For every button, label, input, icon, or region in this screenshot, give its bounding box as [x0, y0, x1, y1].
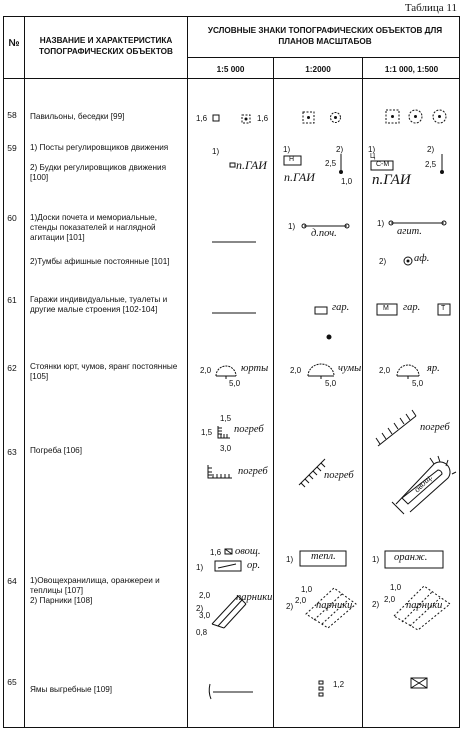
post-pin-icon	[438, 152, 446, 176]
dim-label: 1,5	[220, 414, 232, 423]
marker-label: 2)	[196, 604, 204, 613]
header-scale-2000: 1:2000	[305, 65, 331, 74]
dim-label: 1,2	[333, 680, 345, 689]
row-number: 65	[7, 677, 17, 687]
small-building-line-icon	[211, 311, 259, 315]
marker-label: 1)	[196, 563, 204, 572]
sign-label: агит.	[397, 226, 422, 237]
sign-label: оранж.	[394, 552, 428, 563]
marker-label: 2)	[372, 600, 380, 609]
marker-label: 1)	[377, 219, 385, 228]
sign-label: яр.	[427, 363, 440, 374]
sign-label: овощ.	[411, 471, 435, 495]
row-text: 2) Парники [108]	[30, 596, 93, 605]
row-text: Гаражи индивидуальные, туалеты и другие малые строения [102-104]	[30, 295, 168, 314]
marker-label: 1)	[283, 145, 291, 154]
dim-label: 2,0	[199, 591, 211, 600]
post-pin-icon	[337, 152, 345, 176]
dim-label: 2,5	[425, 160, 437, 169]
marker-label: 2)	[427, 145, 435, 154]
sign-label: д.поч.	[311, 228, 337, 239]
dim-label: 2,5	[325, 159, 337, 168]
sign-label: овощ.	[235, 546, 261, 557]
dim-label: 3,0	[199, 611, 211, 620]
marker-label: 1)	[368, 145, 376, 154]
cellar-icon	[216, 424, 232, 442]
sign-label: юрты	[241, 363, 269, 374]
col-divider-2000	[362, 57, 363, 728]
marker-label: 2)	[336, 145, 344, 154]
marker-label: 2)	[379, 257, 387, 266]
dim-label: 5,0	[229, 379, 241, 388]
gazebo-circle-icon	[432, 109, 448, 125]
board-line-icon	[211, 240, 259, 244]
dim-label: 2,0	[295, 596, 307, 605]
greenhouse-icon	[214, 560, 244, 574]
sign-label: погреб	[238, 466, 268, 477]
dot-mark	[326, 334, 332, 340]
sign-label: тепл.	[311, 551, 336, 562]
sign-label: М	[383, 305, 389, 312]
sign-label: парники	[236, 592, 273, 603]
garage-box-icon	[314, 306, 330, 316]
cellar-hatched-icon	[372, 410, 422, 450]
dim-label: 1,5	[201, 428, 213, 437]
dim-label: 2,0	[384, 595, 396, 604]
sign-label: п.ГАИ	[236, 158, 267, 172]
sign-label: Ц	[370, 153, 376, 160]
marker-label: 1)	[372, 555, 380, 564]
col-divider-num	[24, 16, 25, 728]
header-scale-5000: 1:5 000	[216, 65, 245, 74]
row-number: 63	[7, 447, 17, 457]
cellar-icon	[206, 462, 236, 482]
dim-label: 5,0	[412, 379, 424, 388]
sign-label: Н	[289, 156, 295, 163]
sign-label: погреб	[420, 422, 450, 433]
cesspit-line-icon	[207, 680, 257, 702]
cesspit-box-icon	[410, 677, 430, 691]
dim-label: 1,6	[196, 114, 208, 123]
cesspit-small-icon	[318, 680, 326, 700]
sign-label: п.ГАИ	[372, 172, 411, 188]
sign-label: гар.	[403, 302, 421, 313]
dim-label: 2,0	[379, 366, 391, 375]
pavilion-square-icon	[302, 111, 316, 125]
dim-label: 3,0	[220, 444, 232, 453]
yurt-dome-icon	[214, 360, 240, 380]
row-text: 1) Посты регулировщиков движения	[30, 143, 169, 152]
marker-label: 1)	[286, 555, 294, 564]
gazebo-circle-icon	[408, 109, 424, 125]
dim-label: 1,0	[341, 177, 353, 186]
sign-label: аф.	[414, 253, 430, 264]
col-divider-name	[187, 16, 188, 728]
row-number: 58	[7, 110, 17, 120]
chum-dome-icon	[305, 360, 339, 380]
sign-label: п.ГАИ	[284, 170, 315, 184]
pavilion-square-icon	[212, 114, 222, 124]
row-number: 62	[7, 363, 17, 373]
header-name-col: НАЗВАНИЕ И ХАРАКТЕРИСТИКА ТОПОГРАФИЧЕСКИХ ОБЪЕКТОВ	[39, 36, 173, 56]
dim-label: 1,0	[301, 585, 313, 594]
header-scale-1000: 1:1 000, 1:500	[384, 65, 439, 74]
row-text: Стоянки юрт, чумов, яранг постоянные [105]	[30, 362, 178, 381]
header-bottom-line	[3, 78, 460, 79]
veg-store-icon	[224, 548, 234, 556]
dim-label: 1,0	[390, 583, 402, 592]
pavilion-square-icon	[385, 109, 401, 125]
dim-label: 0,8	[196, 628, 208, 637]
header-num: №	[8, 38, 20, 49]
sign-label: погреб	[234, 424, 264, 435]
header-divider-scales	[187, 57, 460, 58]
sign-label: погреб	[324, 470, 354, 481]
row-number: 61	[7, 295, 17, 305]
marker-label: 1)	[212, 147, 220, 156]
dim-label: 5,0	[325, 379, 337, 388]
row-number: 59	[7, 143, 17, 153]
dim-label: 1,6	[257, 114, 269, 123]
sign-label: Т	[441, 305, 446, 312]
row-text: Ямы выгребные [109]	[30, 685, 113, 694]
row-text: 2)Тумбы афишные постоянные [101]	[30, 257, 170, 266]
header-signs-col: УСЛОВНЫЕ ЗНАКИ ТОПОГРАФИЧЕСКИХ ОБЪЕКТОВ ДЛЯ ПЛАНОВ МАСШТАБОВ	[207, 26, 443, 46]
sign-label: чумы	[338, 363, 362, 374]
marker-label: 1)	[288, 222, 296, 231]
row-number: 60	[7, 213, 17, 223]
dim-label: 1,6	[210, 548, 222, 557]
yaranga-dome-icon	[394, 360, 424, 380]
row-text: Погреба [106]	[30, 446, 82, 455]
marker-label: 2)	[286, 602, 294, 611]
table-caption: Таблица 11	[404, 2, 457, 14]
row-text: 1)Овощехранилища, оранжереи и теплицы [107]	[30, 576, 160, 595]
dim-label: 2,0	[200, 366, 212, 375]
row-text: 1)Доски почета и мемориальные, стенды показателей и наглядной агитации [101]	[30, 213, 158, 242]
dim-label: 2,0	[290, 366, 302, 375]
sign-label: парники	[316, 600, 353, 611]
sign-label: гар.	[332, 302, 350, 313]
sign-label: С-М	[376, 161, 390, 168]
row-text: 2) Будки регулировщиков движения [100]	[30, 163, 167, 182]
col-divider-5000	[273, 57, 274, 728]
row-number: 64	[7, 576, 17, 586]
sign-label: ор.	[247, 560, 261, 571]
sign-label: парники	[406, 600, 443, 611]
gazebo-circle-icon	[329, 111, 343, 125]
pavilion-dotted-square-icon	[240, 113, 254, 125]
row-text: Павильоны, беседки [99]	[30, 112, 125, 121]
